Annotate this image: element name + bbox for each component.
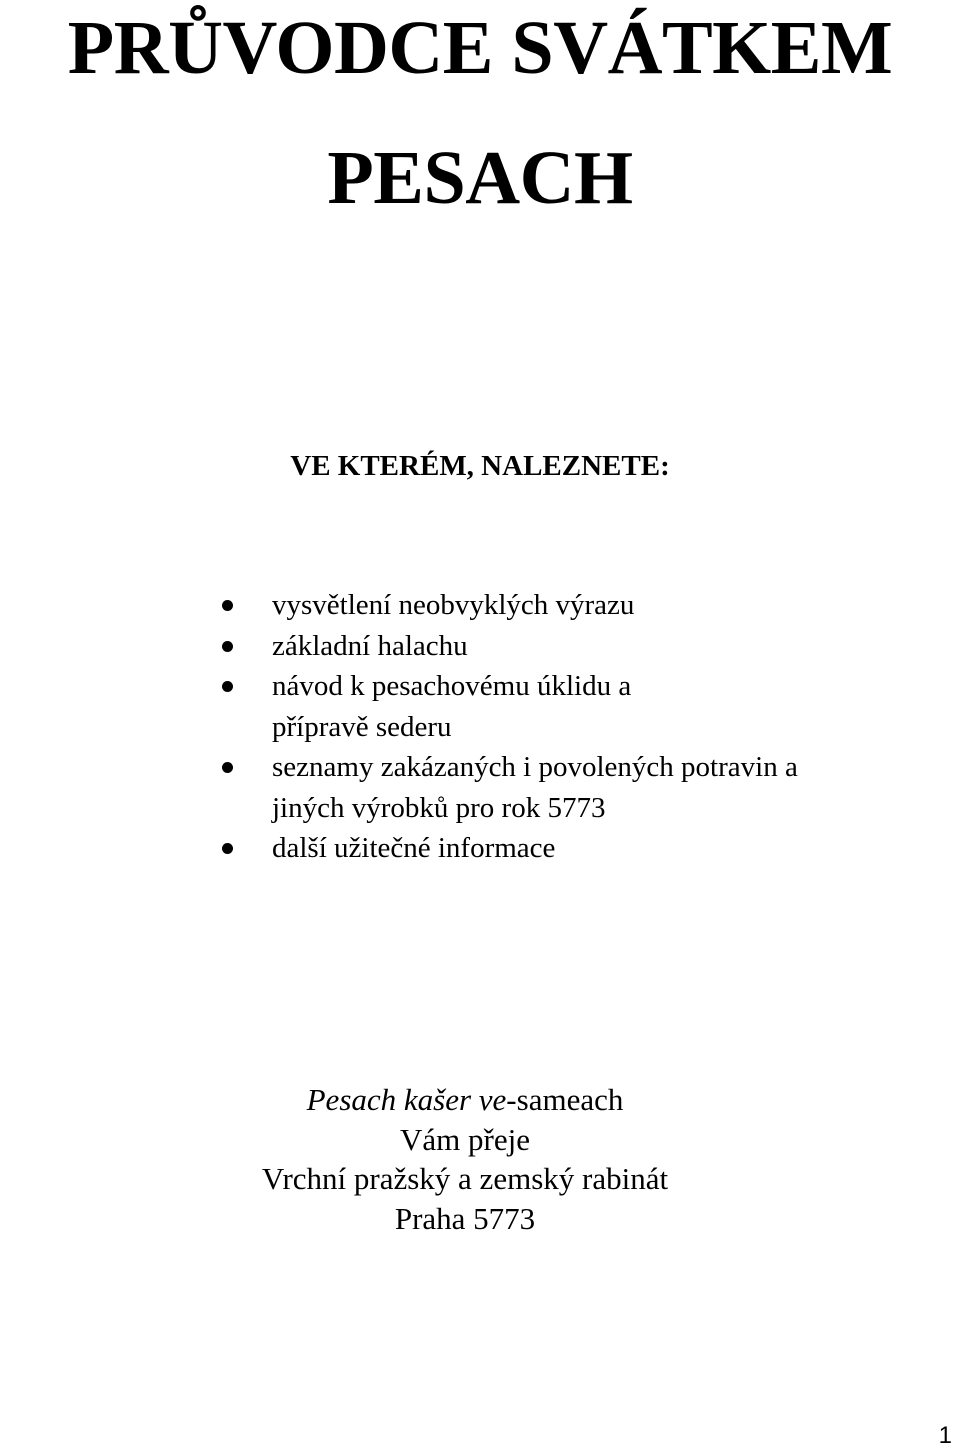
bullet-icon <box>222 681 233 692</box>
contents-list <box>0 585 960 869</box>
contents-item <box>0 626 960 667</box>
bullet-icon <box>222 641 233 652</box>
document-title-line-1: PRŮVODCE SVÁTKEM <box>67 6 893 90</box>
page-number: 1 <box>938 1422 952 1449</box>
contents-heading: VE KTERÉM, NALEZNETE: <box>290 450 670 482</box>
bullet-icon <box>222 762 233 773</box>
bullet-icon <box>222 843 233 854</box>
bullet-icon <box>222 600 233 611</box>
holiday-greeting-italic: Pesach kašer ve- <box>306 1082 517 1117</box>
contents-item <box>0 747 960 828</box>
holiday-greeting-regular: sameach <box>516 1082 624 1117</box>
contents-item-text-continued: přípravě sederu <box>272 710 452 743</box>
place-and-year: Praha 5773 <box>394 1200 536 1236</box>
issuer-name: Vrchní pražský a zemský rabinát <box>261 1161 669 1196</box>
contents-item-text: základní halachu <box>272 629 468 662</box>
greeting-wish-line: Vám přeje <box>400 1121 530 1157</box>
contents-item-text: návod k pesachovému úklidu a <box>272 670 632 702</box>
closing-greeting-block <box>0 1080 930 1238</box>
contents-item-text: seznamy zakázaných i povolených potravin a <box>272 751 798 783</box>
contents-item-text: vysvětlení neobvyklých výrazu <box>272 589 635 621</box>
holiday-greeting <box>0 1080 930 1120</box>
contents-item-text-continued: jiných výrobků pro rok 5773 <box>272 791 606 824</box>
contents-item-text: další užitečné informace <box>272 832 556 864</box>
contents-item <box>0 666 960 747</box>
contents-item <box>0 828 960 869</box>
document-title-line-2: PESACH <box>327 136 633 220</box>
contents-item <box>0 585 960 626</box>
